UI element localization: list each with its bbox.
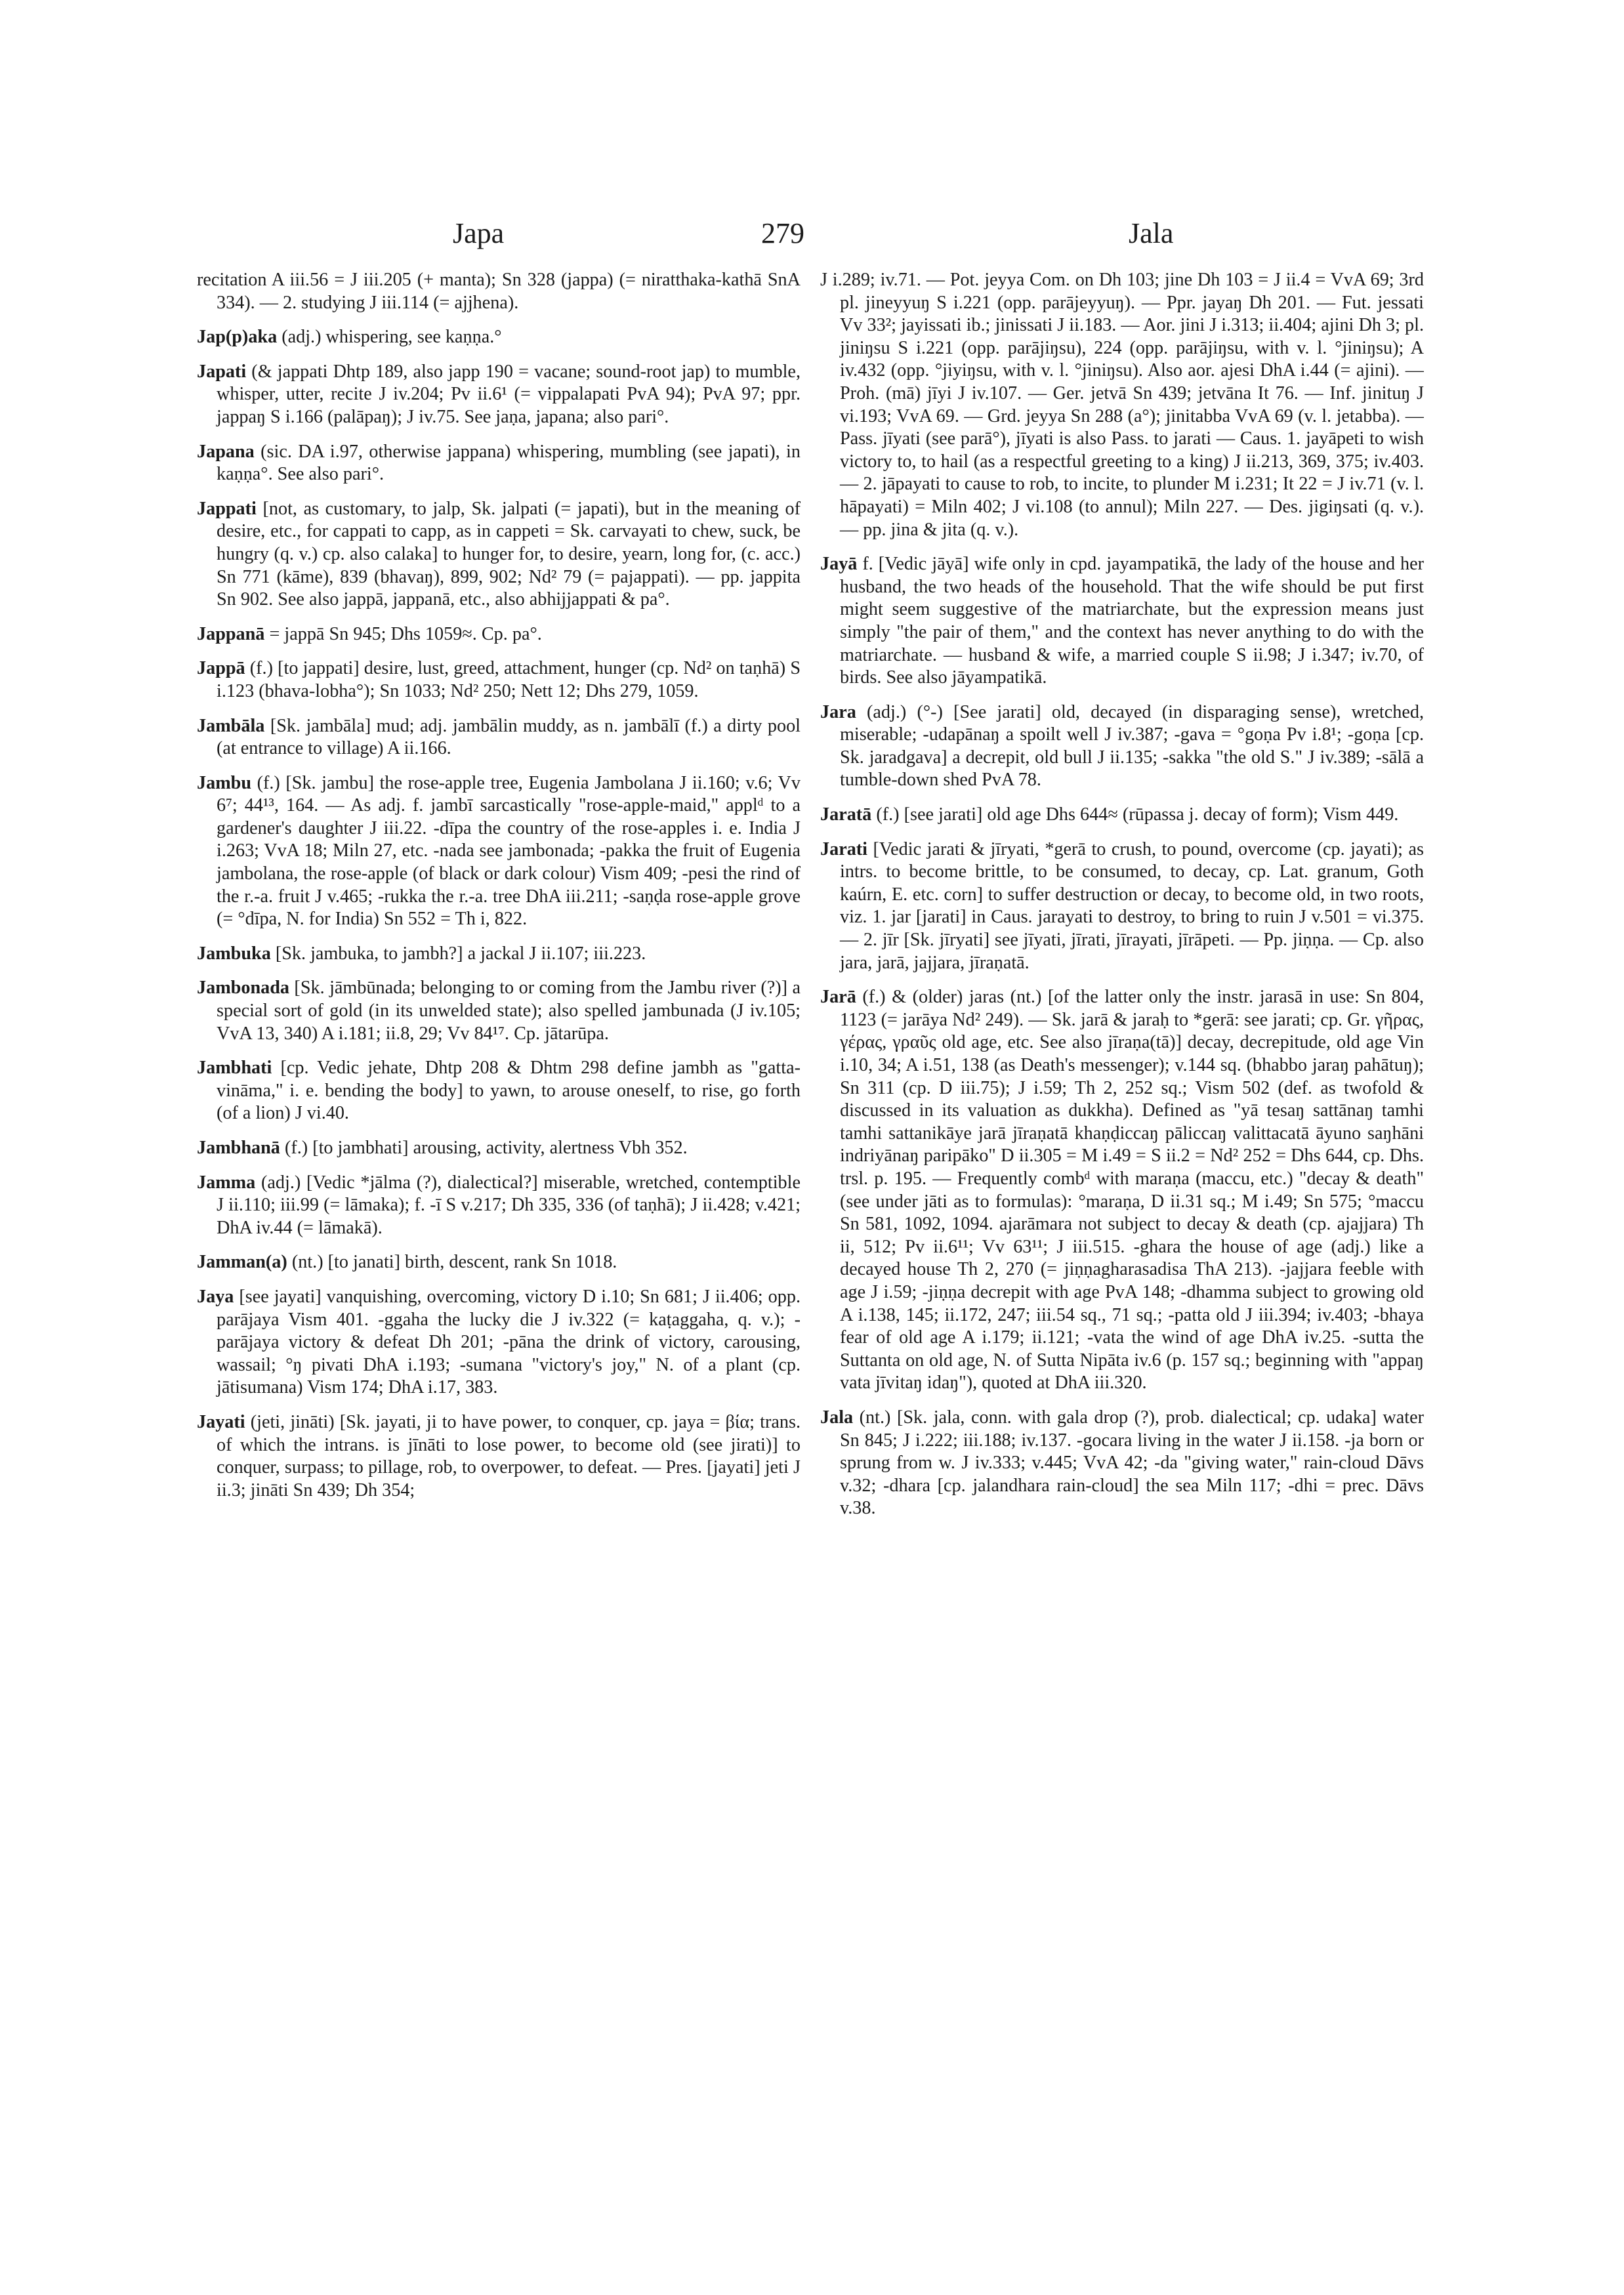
dictionary-entry: [197, 361, 801, 429]
headword: Jambhati: [197, 1058, 272, 1079]
dictionary-entry: [197, 772, 801, 931]
entry-text: f. [Vedic jāyā] wife only in cpd. jayampatikā, the lady of the house and her husband, the two heads of the household. That the wife should be put first might seem suggestive of the matriarchate, but the expression means just simply "the pair of them," and the context has never anything to do with the matriarchate. — husband & wife, a married couple S ii.98; J i.347; iv.70, of birds. See also jāyampatikā.: [840, 554, 1424, 688]
headword: Jaya: [197, 1286, 234, 1307]
headword: Jamma: [197, 1172, 256, 1193]
dictionary-entry: [197, 977, 801, 1045]
dictionary-entry: [197, 1286, 801, 1399]
headword: Jappanā: [197, 623, 265, 644]
entry-text: [Vedic jarati & jīryati, *gerā to crush, to pound, overcome (cp. jayati); as intrs. to become brittle, to be consumed, to decay, cp. Lat. granum, Goth kaúrn, E. etc. corn] to suffer destruction or decay, to become old, in two roots, viz. 1. jar [jarati] in Caus. jarayati to destroy, to bring to ruin J v.501 = vi.375. — 2. jīr [Sk. jīryati] see jīyati, jīrati, jīrayati, jīrāpeti. — Pp. jiṇṇa. — Cp. also jara, jarā, jajjara, jīraṇatā.: [840, 838, 1424, 973]
headword: Jarā: [820, 987, 856, 1008]
page-number: 279: [761, 217, 804, 249]
headword: Jappā: [197, 658, 245, 679]
dictionary-entry: [197, 1137, 801, 1160]
dictionary-entry: [197, 623, 801, 646]
headword: Japana: [197, 441, 255, 462]
dictionary-entry: [197, 269, 801, 314]
dictionary-entry: [197, 498, 801, 611]
dictionary-entry: [820, 269, 1424, 541]
dictionary-entry: [197, 1172, 801, 1240]
entry-text: (f.) [Sk. jambu] the rose-apple tree, Eugenia Jambolana J ii.160; v.6; Vv 6⁷; 44¹³, 164. — As adj. f. jambī sarcastically "rose-apple-maid," applᵈ to a gardener's daughter J iii.22. -dīpa the country of the rose-apples i. e. India J i.263; VvA 18; Miln 27, etc. -nada see jambonada; -pakka the fruit of Eugenia jambolana, the rose-apple (of black or dark colour) Vism 409; -pesi the rind of the r.-a. fruit J v.465; -rukka the r.-a. tree DhA iii.211; -saṇḍa rose-apple grove (= °dīpa, N. for India) Sn 552 = Th i, 822.: [217, 772, 801, 930]
headword: Jamman(a): [197, 1252, 287, 1273]
dictionary-entry: [197, 715, 801, 760]
headword: Jappati: [197, 498, 257, 519]
dictionary-entry: [820, 838, 1424, 975]
headword: Jambuka: [197, 943, 271, 964]
dictionary-entry: [820, 986, 1424, 1395]
headword: Jayā: [820, 554, 858, 575]
entry-text: (nt.) [to janati] birth, descent, rank Sn 1018.: [287, 1252, 617, 1273]
entry-text: (sic. DA i.97, otherwise jappana) whispering, mumbling (see japati), in kaṇṇa°. See also pari°.: [217, 441, 801, 485]
dictionary-entry: [820, 804, 1424, 827]
entry-text: recitation A iii.56 = J iii.205 (+ manta); Sn 328 (jappa) (= niratthaka-kathā SnA 334). — 2. studying J iii.114 (= ajjhena).: [197, 270, 801, 313]
entry-text: (f.) [to jappati] desire, lust, greed, attachment, hunger (cp. Nd² on taṇhā) S i.123 (bhava-lobha°); Sn 1033; Nd² 250; Nett 12; Dhs 279, 1059.: [217, 658, 801, 701]
entry-text: J i.289; iv.71. — Pot. jeyya Com. on Dh 103; jine Dh 103 = J ii.4 = VvA 69; 3rd pl. jineyyuŋ S i.221 (opp. parājeyyuŋ). — Ppr. jayaŋ Dh 201. — Fut. jessati Vv 33²; jayissati ib.; jinissati J ii.183. — Aor. jini J i.313; ii.404; ajini Dh 3; pl. jiniŋsu S i.221 (opp. parājiŋsu), 224 (opp. parājiŋsu, with v. l. °jiniŋsu); A iv.432 (opp. °jiyiŋsu, with v. l. °jiniŋsu). Also aor. ajesi DhA i.44 (= ajini). — Proh. (mā) jīyi J iv.107. — Ger. jetvā Sn 439; jetvāna It 76. — Inf. jinituŋ J vi.193; VvA 69. — Grd. jeyya Sn 288 (a°); jinitabba VvA 69 (v. l. jetabba). — Pass. jīyati (see parā°), jīyati is also Pass. to jarati — Caus. 1. jayāpeti to wish victory to, to hail (as a respectful greeting to a king) J ii.213, 369, 375; iv.403. — 2. jāpayati to cause to rob, to incite, to plunder M i.231; It 22 = J iv.71 (v. l. hāpayati) = Miln 402; J vi.108 (to annul); Miln 227. — Des. jigiŋsati (q. v.). — pp. jina & jita (q. v.).: [820, 270, 1424, 540]
headword: Jala: [820, 1407, 854, 1428]
headword: Japati: [197, 361, 247, 382]
dictionary-entry: [197, 326, 801, 349]
dictionary-entry: [197, 943, 801, 966]
entry-text: (& jappati Dhtp 189, also japp 190 = vacane; sound-root jap) to mumble, whisper, utter, recite J iv.204; Pv ii.6¹ (= vippalapati PvA 94); PvA 97; ppr. jappaŋ S i.166 (palāpaŋ); J iv.75. See jaṇa, japana; also pari°.: [217, 361, 801, 427]
headword: Jayati: [197, 1411, 245, 1432]
right-column: [820, 269, 1424, 2270]
headword: Jarati: [820, 838, 868, 859]
dictionary-entry: [820, 1407, 1424, 1520]
dictionary-entry: [197, 1057, 801, 1125]
entry-text: (adj.) whispering, see kaṇṇa.°: [277, 327, 502, 348]
running-head-left: Japa: [453, 217, 505, 249]
entry-text: (f.) [see jarati] old age Dhs 644≈ (rūpassa j. decay of form); Vism 449.: [871, 804, 1399, 825]
entry-text: [see jayati] vanquishing, overcoming, victory D i.10; Sn 681; J ii.406; opp. parājaya Vism 401. -ggaha the lucky die J iv.322 (= kaṭaggaha, q. v.); -parājaya victory & defeat Dh 201; -pāna the drink of victory, carousing, wassail; °ŋ pivati DhA i.193; -sumana "victory's joy," N. of a plant (cp. jātisumana) Vism 174; DhA i.17, 383.: [217, 1286, 801, 1398]
dictionary-entry: [820, 553, 1424, 690]
dictionary-entry: [197, 441, 801, 486]
headword: Jara: [820, 701, 856, 722]
entry-text: [not, as customary, to jalp, Sk. jalpati (= japati), but in the meaning of desire, etc., for cappati to capp, as in cappeti = Sk. carvayati to chew, suck, be hungry (q. v.) cp. also calaka] to hunger for, to desire, yearn, long for, (c. acc.) Sn 771 (kāme), 839 (bhavaŋ), 899, 902; Nd² 79 (= pajappati). — pp. jappita Sn 902. See also jappā, jappanā, etc., also abhijjappati & pa°.: [217, 498, 801, 610]
entry-text: (adj.) (°-) [See jarati] old, decayed (in disparaging sense), wretched, miserable; -udapānaŋ a spoilt well J iv.387; -gava = °goṇa Pv i.8¹; -goṇa [cp. Sk. jaradgava] a decrepit, old bull J ii.135; -sakka "the old S." J iv.389; -sālā a tumble-down shed PvA 78.: [840, 701, 1424, 791]
entry-text: (adj.) [Vedic *jālma (?), dialectical?] miserable, wretched, contemptible J ii.110; iii.99 (= lāmaka); f. -ī S v.217; Dh 335, 336 (of taṇhā); J ii.428; v.421; DhA iv.44 (= lāmakā).: [217, 1172, 801, 1238]
running-head-right: Jala: [1129, 217, 1174, 249]
headword: Jambu: [197, 772, 252, 793]
dictionary-entry: [197, 657, 801, 703]
headword: Jambhanā: [197, 1138, 280, 1158]
entry-text: [cp. Vedic jehate, Dhtp 208 & Dhtm 298 define jambh as "gatta-vināma," i. e. bending the body] to yawn, to arouse oneself, to rise, go forth (of a lion) J vi.40.: [217, 1058, 801, 1124]
headword: Jap(p)aka: [197, 327, 278, 348]
entry-text: (jeti, jināti) [Sk. jayati, ji to have power, to conquer, cp. jaya = βία; trans. of which the intrans. is jīnāti to lose power, to become old (see jirati)] to conquer, surpass; to pillage, rob, to overpower, to defeat. — Pres. [jayati] jeti J ii.3; jināti Sn 439; Dh 354;: [217, 1411, 801, 1500]
dictionary-entry: [197, 1251, 801, 1274]
dictionary-entry: [197, 1411, 801, 1502]
entry-text: (nt.) [Sk. jala, conn. with gala drop (?), prob. dialectical; cp. udaka] water Sn 845; J i.222; iii.188; iv.137. -gocara living in the water J ii.158. -ja born or sprung from w. J iv.333; v.445; VvA 42; -da "giving water," rain-cloud Dāvs v.32; -dhara [cp. jalandhara rain-cloud] the sea Miln 117; -dhi = prec. Dāvs v.38.: [840, 1407, 1424, 1519]
entry-text: (f.) & (older) jaras (nt.) [of the latter only the instr. jarasā in use: Sn 804, 1123 (= jarāya Nd² 249). — Sk. jarā & jaraḥ to *gerā: see jarati; cp. Gr. γῆρας, γέρας, γραῦς old age, etc. See also jīraṇa(tā)] decay, decrepitude, old age Vin i.10, 34; A i.51, 138 (as Death's messenger); v.144 sq. (bhabbo jaraŋ pahātuŋ); Sn 311 (cp. D iii.75); J i.59; Th 2, 252 sq.; Vism 502 (def. as twofold & discussed in its valuation as dukkha). Defined as "yā tesaŋ sattānaŋ tamhi tamhi sattanikāye jarā jīraṇatā khaṇḍiccaŋ pāliccaŋ valittacatā āyuno saŋhāni indriyānaŋ paripāko" D ii.305 = M i.49 = S ii.2 = Nd² 252 = Dhs 644, cp. Dhs. trsl. p. 195. — Frequently combᵈ with maraṇa (maccu, etc.) "decay & death" (see under jāti as to formulas): °maraṇa, D ii.31 sq.; M i.49; Sn 575; °maccu Sn 581, 1092, 1094. ajarāmara not subject to decay & death (cp. ajajjara) Th ii, 512; Pv ii.6¹¹; Vv 63¹¹; J iii.515. -ghara the house of age (adj.) like a decayed house Th 2, 270 (= jiṇṇagharasadisa ThA 213). -jajjara feeble with age J i.59; -jiṇṇa decrepit with age PvA 148; -dhamma subject to growing old A i.138, 145; ii.172, 247; iii.54 sq., 71 sq.; -patta old J iii.394; iv.403; -bhaya fear of old age A i.179; ii.121; -vata the wind of age DhA iv.25. -sutta the Suttanta on old age, N. of Sutta Nipāta iv.6 (p. 157 sq.; beginning with "appaŋ vata jīvitaŋ idaŋ"), quoted at DhA iii.320.: [840, 987, 1424, 1394]
left-column: [197, 269, 801, 2270]
dictionary-entry: [820, 701, 1424, 792]
entry-text: = jappā Sn 945; Dhs 1059≈. Cp. pa°.: [264, 623, 542, 644]
entry-text: [Sk. jambuka, to jambh?] a jackal J ii.107; iii.223.: [270, 943, 646, 964]
headword: Jambonada: [197, 978, 289, 999]
entry-text: [Sk. jambāla] mud; adj. jambālin muddy, as n. jambālī (f.) a dirty pool (at entrance to village) A ii.166.: [217, 715, 801, 759]
entry-text: (f.) [to jambhati] arousing, activity, alertness Vbh 352.: [280, 1138, 688, 1158]
headword: Jaratā: [820, 804, 872, 825]
headword: Jambāla: [197, 715, 265, 736]
entry-text: [Sk. jāmbūnada; belonging to or coming from the Jambu river (?)] a special sort of gold (in its unwelded state); also spelled jambunada (J iv.105; VvA 13, 340) A i.181; ii.8, 29; Vv 84¹⁷. Cp. jātarūpa.: [217, 978, 801, 1044]
